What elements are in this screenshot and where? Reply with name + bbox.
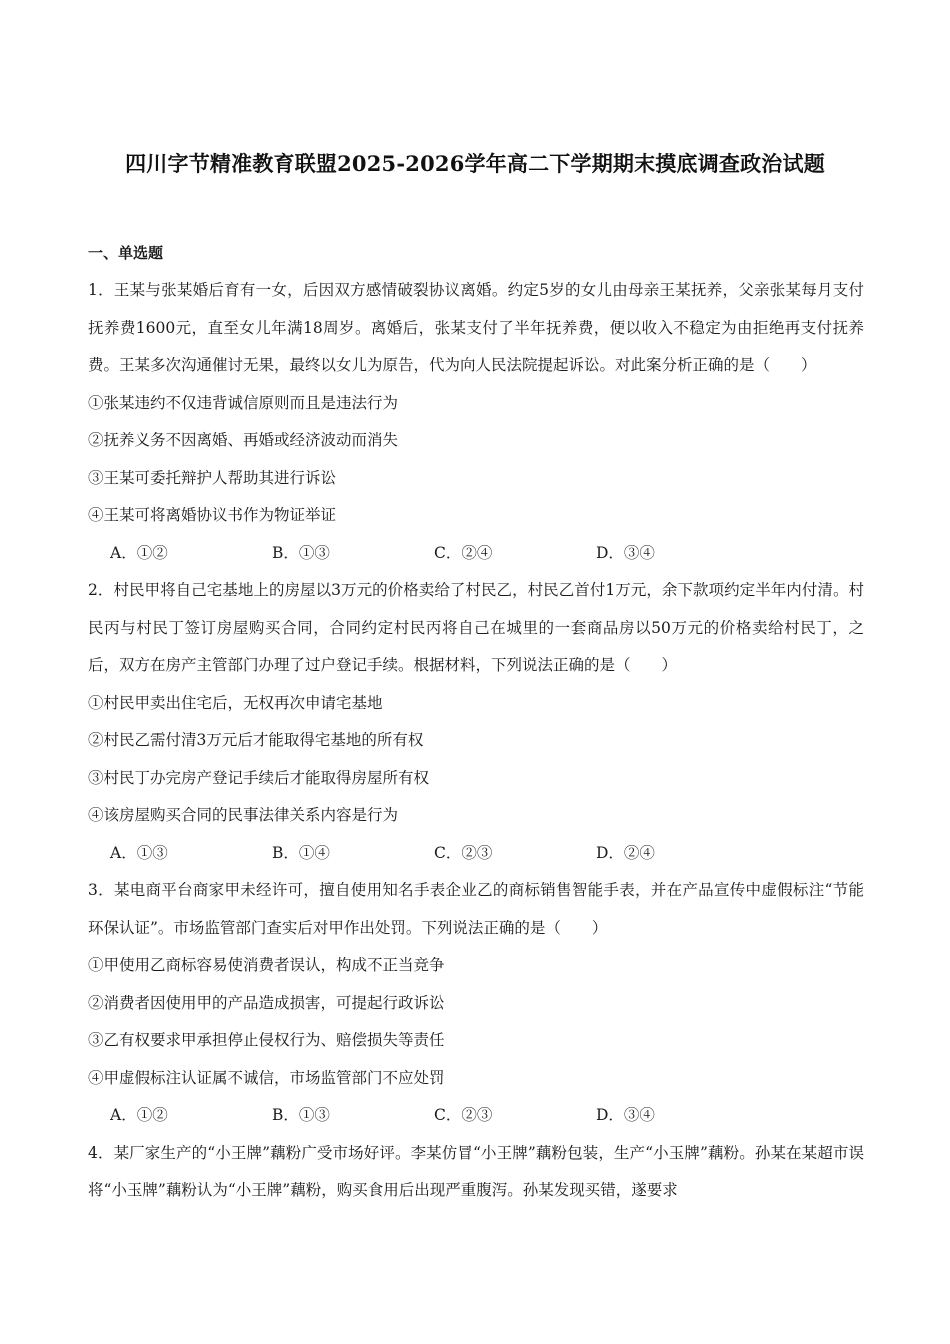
answer-choice-d[interactable]: D．②④ <box>596 843 655 862</box>
answer-choice-a[interactable]: A．①② <box>110 543 168 562</box>
answer-choice-c[interactable]: C．②③ <box>434 843 493 862</box>
statement-option: ③王某可委托辩护人帮助其进行诉讼 <box>88 468 337 487</box>
question-stem: 4．某厂家生产的“小王牌”藕粉广受市场好评。李某仿冒“小王牌”藕粉包装，生产“小玉牌”藕粉。孙某在某超市误将“小玉牌”藕粉认为“小王牌”藕粉，购买食用后出现严重腹泻。孙某发现买错，遂要求 <box>88 1143 864 1199</box>
section-heading: 一、单选题 <box>88 244 164 262</box>
question-stem: 3．某电商平台商家甲未经许可，擅自使用知名手表企业乙的商标销售智能手表，并在产品宣传中虚假标注“节能环保认证”。市场监管部门查实后对甲作出处罚。下列说法正确的是（ ） <box>88 881 864 937</box>
statement-option: ①村民甲卖出住宅后，无权再次申请宅基地 <box>88 693 383 712</box>
statement-option: ④该房屋购买合同的民事法律关系内容是行为 <box>88 806 399 824</box>
answer-choice-c[interactable]: C．②④ <box>434 543 493 562</box>
exam-title: 四川字节精准教育联盟2025-2026学年高二下学期期末摸底调查政治试题 <box>125 151 825 176</box>
answer-choice-c[interactable]: C．②③ <box>434 1106 493 1124</box>
statement-option: ③乙有权要求甲承担停止侵权行为、赔偿损失等责任 <box>88 1031 445 1049</box>
question-2 <box>88 572 864 872</box>
question-3 <box>88 872 864 1135</box>
exam-content <box>88 240 864 1210</box>
statement-option: ③村民丁办完房产登记手续后才能取得房屋所有权 <box>88 768 430 787</box>
answer-choice-b[interactable]: B．①④ <box>272 843 330 862</box>
statement-option: ②抚养义务不因离婚、再婚或经济波动而消失 <box>88 431 399 449</box>
answer-choice-a[interactable]: A．①③ <box>110 843 168 862</box>
statement-option: ②消费者因使用甲的产品造成损害，可提起行政诉讼 <box>88 993 445 1012</box>
question-stem: 1．王某与张某婚后育有一女，后因双方感情破裂协议离婚。约定5岁的女儿由母亲王某抚养，父亲张某每月支付抚养费1600元，直至女儿年满18周岁。离婚后，张某支付了半年抚养费，便以收入不稳定为由拒绝再支付抚养费。王某多次沟通催讨无果，最终以女儿为原告，代为向人民法院提起诉讼。对此案分析正确的是（ ） <box>88 281 864 374</box>
answer-choices <box>88 535 864 573</box>
answer-choice-b[interactable]: B．①③ <box>272 1106 330 1124</box>
statement-option: ④甲虚假标注认证属不诚信，市场监管部门不应处罚 <box>88 1068 445 1087</box>
answer-choice-b[interactable]: B．①③ <box>272 543 330 562</box>
answer-choice-d[interactable]: D．③④ <box>596 543 655 562</box>
statement-option: ①张某违约不仅违背诚信原则而且是违法行为 <box>88 393 399 412</box>
statement-option: ②村民乙需付清3万元后才能取得宅基地的所有权 <box>88 731 424 749</box>
answer-choices <box>88 835 864 873</box>
question-4 <box>88 1135 864 1210</box>
question-stem: 2．村民甲将自己宅基地上的房屋以3万元的价格卖给了村民乙，村民乙首付1万元，余下款项约定半年内付清。村民丙与村民丁签订房屋购买合同，合同约定村民丙将自己在城里的一套商品房以50万元的价格卖给村民丁，之后，双方在房产主管部门办理了过户登记手续。根据材料，下列说法正确的是（ ） <box>88 581 864 674</box>
statement-option: ①甲使用乙商标容易使消费者误认，构成不正当竞争 <box>88 956 445 974</box>
answer-choice-a[interactable]: A．①② <box>110 1106 168 1124</box>
statement-option: ④王某可将离婚协议书作为物证举证 <box>88 506 337 524</box>
answer-choice-d[interactable]: D．③④ <box>596 1106 655 1124</box>
question-1 <box>88 272 864 572</box>
answer-choices <box>88 1097 864 1135</box>
